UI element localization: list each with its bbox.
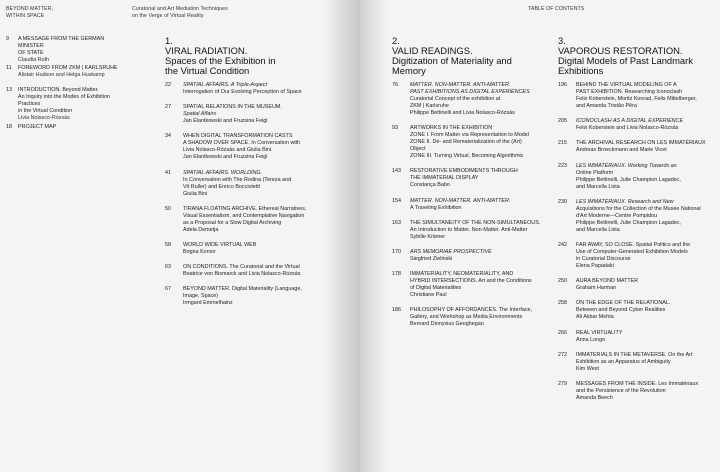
toc-page-number: 13 <box>6 87 12 94</box>
toc-line: PAST EXHIBITION. Researching Iconoclash <box>576 89 683 96</box>
toc-line: Philippe Bettinelli and Livia Nolasco-Rózsás <box>410 110 515 117</box>
toc-entry-text <box>576 278 718 292</box>
toc-entry-text <box>410 249 547 263</box>
toc-line: Object <box>410 146 426 153</box>
toc-page-number: 143 <box>392 168 401 175</box>
toc-line: Online Platform <box>576 169 614 176</box>
toc-line: ZONE I. From Matter via Representation to Model <box>410 132 529 139</box>
toc-page-number: 242 <box>558 242 567 248</box>
toc-authors: Livia Nolasco-Rózsás <box>18 115 70 122</box>
toc-entry-text <box>410 307 547 328</box>
toc-entry-text <box>18 36 128 64</box>
toc-authors: Alistair Hudson and Helga Huskamp <box>18 72 105 79</box>
section-heading <box>392 36 547 76</box>
toc-line: Exhibition as an Apparatus of Ambiguity <box>576 358 671 365</box>
toc-line: Irmgard Emmelhainz <box>183 300 233 307</box>
toc-page-number: 18 <box>6 123 12 130</box>
gutter-shadow <box>360 0 390 472</box>
toc-page-number: 63 <box>165 264 171 271</box>
toc-page-number: 186 <box>392 307 401 314</box>
toc-page-number: 205 <box>558 118 567 125</box>
toc-line: Use of Computer-Generated Exhibition Models <box>576 249 688 256</box>
toc-line: MESSAGES FROM THE INSIDE. Les Immatériaux <box>576 381 699 387</box>
toc-line: Jan Elantkowski and Fruzsina Feigl <box>183 154 268 161</box>
toc-line: Constança Babo <box>410 182 450 189</box>
section-subtitle: the Virtual Condition <box>165 64 250 76</box>
toc-line: Image, Space) <box>183 293 219 300</box>
toc-entry-text <box>576 82 718 110</box>
toc-line: WHEN DIGITAL TRANSFORMATION CASTS <box>183 133 293 140</box>
toc-line: Giulia Bini <box>183 190 208 197</box>
toc-line: Philippe Bettinelli, Julie Champion Lagadec, <box>576 176 681 183</box>
toc-line: Gallery, and Workshop as Media Environments <box>410 314 523 321</box>
toc-page-number: 93 <box>392 125 398 132</box>
section-heading <box>558 36 718 76</box>
toc-page-number: 163 <box>392 219 401 226</box>
toc-line: BEHIND THE VIRTUAL MODELING OF A <box>576 82 677 88</box>
section-number: 2. <box>392 35 400 46</box>
toc-page-number: 34 <box>165 133 171 140</box>
toc-line: TIRANA FLOATING ARCHIVE. Ethereal Narratives, <box>183 205 307 212</box>
toc-line: LES IMMATÉRIAUX. Research and New <box>576 198 674 205</box>
toc-line: in Curatorial Discourse <box>576 256 631 263</box>
running-head-line: on the Verge of Virtual Reality <box>132 12 204 19</box>
toc-entry-text <box>576 242 718 270</box>
toc-line: Philippe Bettinelli, Julie Champion Lagadec, <box>576 219 681 226</box>
toc-line: IMMATERIALITY, NEOMATERIALITY, AND <box>410 271 514 278</box>
toc-entry-text <box>18 124 128 131</box>
toc-line: MATTER. NON-MATTER. ANTI-MATTER. <box>410 82 511 88</box>
toc-page-number: 230 <box>558 198 567 205</box>
toc-line: Bernard Dionysius Geoghegan <box>410 321 484 328</box>
toc-entry-text <box>183 242 343 256</box>
toc-line: Vit Ruller) and Enrico Boccioletti <box>183 183 260 190</box>
toc-authors: Claudia Roth <box>18 57 50 64</box>
toc-line: Adela Demetja <box>183 226 219 233</box>
toc-entry-text <box>576 163 718 191</box>
toc-line: PHILOSOPHY OF AFFORDANCES. The Interface, <box>410 307 533 314</box>
toc-line: ARS MEMORIAE PROSPECTIVE <box>410 249 492 255</box>
toc-line: A MESSAGE FROM THE GERMAN MINISTER <box>18 36 105 50</box>
toc-line: BEYOND MATTER. Digital Materiality (Language, <box>183 286 302 293</box>
toc-line: THE ARCHIVAL RESEARCH ON LES IMMATÉRIAUX <box>576 140 706 147</box>
book-title: BEYOND MATTER, <box>6 6 54 12</box>
toc-line: INTRODUCTION. Beyond Matter. <box>18 87 99 94</box>
toc-line: AURA BEYOND MATTER <box>576 278 639 285</box>
toc-line: In Conversation with The Rodina (Tereza and <box>183 176 292 183</box>
toc-line: Andreas Broeckmann and Marie Vicet <box>576 147 667 154</box>
toc-line: PAST EXHIBITIONS AS DIGITAL EXPERIENCES <box>410 89 530 96</box>
toc-line: FOREWORD FROM ZKM | KARLSRUHE <box>18 65 118 72</box>
toc-page-number: 196 <box>558 82 567 88</box>
toc-line: and Amanda Tristão Pêra <box>576 103 637 110</box>
toc-line: A SHADOW OVER SPACE. In Conversation with <box>183 140 301 147</box>
toc-line: Between and Beyond Cyber Realities <box>576 307 666 314</box>
running-head-center <box>132 6 228 19</box>
toc-line: Kim West <box>576 365 599 372</box>
toc-page-number: 272 <box>558 351 567 358</box>
book-subtitle: WITHIN SPACE <box>6 12 45 19</box>
toc-entry-text <box>183 206 343 234</box>
toc-line: and the Persistence of the Revolution <box>576 388 666 395</box>
toc-page-number: 223 <box>558 162 567 169</box>
toc-line: ARTWORKS IN THE EXHIBITION <box>410 125 493 132</box>
toc-entry-text <box>410 271 547 299</box>
toc-entry-text <box>183 82 343 96</box>
toc-line: Curatorial Concept of the exhibition at <box>410 96 501 103</box>
toc-line: Elena Papadaki <box>576 263 614 270</box>
toc-line: ON CONDITIONS. The Curatorial and the Virtual <box>183 264 300 271</box>
section-title: VALID READINGS. <box>392 44 473 56</box>
toc-page-number: 258 <box>558 300 567 307</box>
toc-entry-text <box>183 286 343 307</box>
toc-line: Ali Akbar Mehta <box>576 314 614 321</box>
toc-line: Siegfried Zielinski <box>410 256 453 263</box>
toc-line: SPATIAL RELATIONS IN THE MUSEUM. <box>183 104 282 111</box>
toc-line: ICONOCLASH AS A DIGITAL EXPERIENCE <box>576 118 684 125</box>
toc-line: ON THE EDGE OF THE RELATIONAL. <box>576 300 671 307</box>
toc-line: PROJECT MAP <box>18 123 57 130</box>
toc-page-number: 170 <box>392 249 401 255</box>
right-page <box>360 0 720 472</box>
toc-line: Spatial Affairs <box>183 111 217 118</box>
toc-page-number: 250 <box>558 278 567 285</box>
toc-entry-text <box>183 264 343 278</box>
section-number: 1. <box>165 35 173 46</box>
toc-line: Bogna Konior <box>183 249 216 256</box>
toc-entry-text <box>576 199 718 234</box>
toc-page-number: 76 <box>392 82 398 88</box>
toc-line: Anna Longo <box>576 336 606 343</box>
toc-line: as a Proposal for a Slow Digital Archiving <box>183 219 282 226</box>
toc-line: Graham Harman <box>576 285 617 292</box>
toc-line: and Marcella Lista <box>576 183 620 190</box>
toc-line: ZONE III. Turning Virtual, Becoming Algorithmic <box>410 153 524 160</box>
running-head-right: TABLE OF CONTENTS <box>528 6 585 12</box>
toc-line: RESTORATIVE EMBODIMENTS THROUGH <box>410 168 518 175</box>
toc-line: SPATIAL AFFAIRS. WORLDING. <box>183 169 263 176</box>
toc-entry-text <box>410 82 547 117</box>
toc-entry-text <box>576 118 718 132</box>
toc-page-number: 9 <box>6 36 9 42</box>
section-subtitle: Digitization of Materiality and <box>392 54 512 66</box>
toc-page-number: 178 <box>392 271 401 278</box>
section-number: 3. <box>558 35 566 46</box>
toc-line: A Traveling Exhibition <box>410 204 462 211</box>
toc-line: THE IMMATERIAL DISPLAY <box>410 175 479 182</box>
section-title: VIRAL RADIATION. <box>165 44 248 56</box>
toc-entry-text <box>183 104 343 125</box>
toc-line: in the Virtual Condition <box>18 108 73 115</box>
toc-page-number: 50 <box>165 205 171 212</box>
toc-line: Livia Nolasco-Rózsás and Giulia Bini <box>183 147 272 154</box>
toc-line: MATTER. NON-MATTER. ANTI-MATTER. <box>410 197 511 204</box>
toc-page-number: 27 <box>165 104 171 111</box>
toc-line: LES IMMATÉRIAUX. Working Towards an <box>576 162 677 169</box>
section-subtitle: Memory <box>392 64 426 76</box>
toc-line: SPATIAL AFFAIRS. A Triple-Aspect <box>183 82 267 88</box>
section-subtitle: Exhibitions <box>558 64 604 76</box>
toc-entry-text <box>410 220 547 241</box>
toc-entry-text <box>576 381 718 402</box>
toc-page-number: 266 <box>558 329 567 336</box>
toc-entry-text <box>576 330 718 344</box>
toc-line: Sybille Krämer <box>410 233 446 240</box>
toc-line: ZONE II. De- and Rematerialization of the (Art) <box>410 139 522 146</box>
section-title: VAPOROUS RESTORATION. <box>558 44 683 56</box>
section-subtitle: Spaces of the Exhibition in <box>165 54 276 66</box>
toc-page-number: 215 <box>558 140 567 147</box>
toc-line: IMMATERIALS IN THE METAVERSE. On the Art <box>576 351 693 358</box>
toc-line: HYBRID INTERSECTIONS. Art and the Conditions <box>410 278 532 285</box>
toc-line: WORLD WIDE VIRTUAL WEB <box>183 242 257 248</box>
toc-entry-text <box>576 300 718 321</box>
toc-line: of Digital Materialities <box>410 285 462 292</box>
toc-page-number: 22 <box>165 82 171 88</box>
toc-line: OF STATE <box>18 50 44 57</box>
section-heading <box>165 36 343 76</box>
toc-entry-text <box>576 352 718 373</box>
toc-line: An Inquiry into the Modes of Exhibition Practices <box>18 94 110 108</box>
toc-line: Interrogation of Our Evolving Perception of Space <box>183 89 302 96</box>
toc-page-number: 58 <box>165 242 171 248</box>
toc-entry-text <box>576 140 718 154</box>
toc-line: Acquisitions for the Collection of the Musée National <box>576 205 701 212</box>
toc-entry-text <box>410 168 547 189</box>
toc-line: Christiane Paul <box>410 292 447 299</box>
toc-line: ZKM | Karlsruhe <box>410 103 449 110</box>
toc-line: and Marcella Lista <box>576 226 620 233</box>
toc-page-number: 11 <box>6 65 12 72</box>
toc-line: Amanda Beech <box>576 395 613 402</box>
toc-line: An Introduction to Matter. Non-Matter. Anti-Matter <box>410 226 528 233</box>
toc-line: Felix Koberstein, Moritz Konrad, Felix Mittelberger, <box>576 96 697 103</box>
toc-entry-text <box>410 198 547 212</box>
toc-line: d'Art Moderne—Centre Pompidou <box>576 212 658 219</box>
toc-line: FAR AWAY, SO CLOSE. Spatial Politics and the <box>576 242 691 248</box>
toc-line: Felix Koberstein and Livia Nolasco-Rózsás <box>576 125 679 132</box>
toc-line: THE SIMULTANEITY OF THE NON-SIMULTANEOUS. <box>410 219 541 226</box>
toc-page-number: 279 <box>558 381 567 387</box>
toc-page-number: 41 <box>165 169 171 176</box>
toc-entry-text <box>183 133 343 161</box>
toc-entry-text <box>410 125 547 160</box>
toc-line: Jan Elantkowski and Fruzsina Feigl <box>183 118 268 125</box>
section-subtitle: Digital Models of Past Landmark <box>558 54 693 66</box>
toc-line: REAL VIRTUALITY <box>576 329 623 336</box>
running-head-left <box>6 6 53 19</box>
toc-entry-text <box>18 87 128 122</box>
toc-entry-text <box>18 65 128 79</box>
toc-line: Beatrice von Bismarck and Livia Nolasco-Rózsás <box>183 271 301 278</box>
toc-line: Visual Essentialism, and Contemplative Navigation <box>183 212 305 219</box>
toc-page-number: 154 <box>392 197 401 204</box>
running-head-line: Curatorial and Art Mediation Techniques <box>132 6 228 12</box>
toc-entry-text <box>183 170 343 198</box>
toc-page-number: 67 <box>165 286 171 293</box>
